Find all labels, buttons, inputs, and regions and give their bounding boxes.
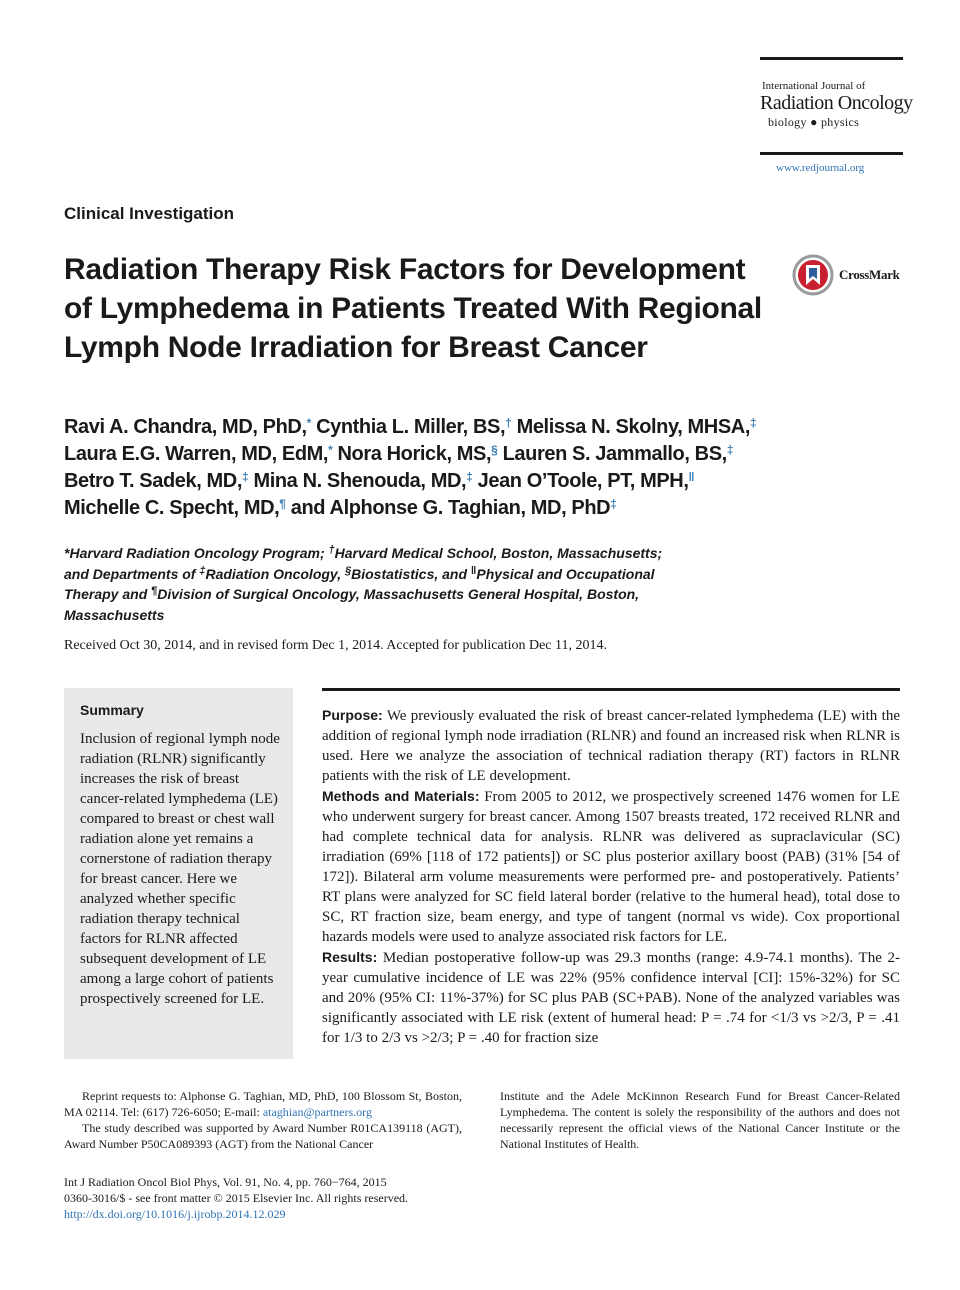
article-title: Radiation Therapy Risk Factors for Development of Lymphedema in Patients Treated With Regional Lymph Node Irradiation for Breast Cancer <box>64 253 762 364</box>
abstract-top-rule <box>322 688 900 691</box>
reprint-request: Reprint requests to: Alphonse G. Taghian, MD, PhD, 100 Blossom St, Boston, MA 02114. Tel: (617) 726-6050; E-mail: ataghian@partners.org <box>64 1089 462 1119</box>
results-label: Results: <box>322 949 378 965</box>
author: Mina N. Shenouda, MD,‡ <box>253 470 473 492</box>
author: Cynthia L. Miller, BS,† <box>316 416 512 438</box>
citation-line: Int J Radiation Oncol Biol Phys, Vol. 91, No. 4, pp. 760−764, 2015 <box>64 1175 387 1189</box>
journal-biology: biology <box>768 115 807 129</box>
summary-text: Inclusion of regional lymph node radiation (RLNR) significantly increases the risk of breast cancer-related lymphedema (LE) compared to breast or chest wall radiation alone yet remains a cornerstone of radiation therapy for breast cancer. Here we analyzed whether specific radiation therapy technical factors for RLNR affected subsequent development of LE among a large cohort of patients prospectively screened for LE. <box>80 731 280 1007</box>
journal-name-line2: Radiation Oncology <box>760 92 913 114</box>
affiliation: Biostatistics, and <box>351 565 468 582</box>
affiliation: Harvard Radiation Oncology Program; <box>69 545 325 561</box>
affiliation-mark: § <box>344 564 352 577</box>
author: Ravi A. Chandra, MD, PhD,* <box>64 416 311 438</box>
crossmark-badge[interactable] <box>792 254 912 296</box>
abstract <box>322 705 900 1061</box>
author: Betro T. Sadek, MD,‡ <box>64 470 249 492</box>
author: Jean O’Toole, PT, MPH,‖ <box>477 470 695 492</box>
masthead-bottom-rule <box>760 152 903 155</box>
affiliation: Division of Surgical Oncology, Massachusetts General Hospital, Boston, Massachusetts <box>64 586 640 623</box>
journal-name-line3 <box>768 115 859 130</box>
doi-link[interactable]: http://dx.doi.org/10.1016/j.ijrobp.2014.12.029 <box>64 1207 286 1221</box>
affiliation-mark: ‡ <box>199 564 206 577</box>
received-dates: Received Oct 30, 2014, and in revised form Dec 1, 2014. Accepted for publication Dec 11, 2014. <box>64 638 607 653</box>
author-list <box>64 414 784 522</box>
abstract-methods: Methods and Materials: From 2005 to 2012, we prospectively screened 1476 women for LE who underwent surgery for breast cancer. Among 1507 breasts treated, 172 received RLNR and had complete technical data for analysis. RLNR was delivered as supraclavicular (SC) irradiation (69% [118 of 172 patients]) or SC plus posterior axillary boost (PAB) (31% [54 of 172]). Bilateral arm volume measurements were performed pre- and postoperatively. Patients’ RT plans were analyzed for SC field lateral border (relative to the humeral head), total dose to SC, RT fraction size, beam energy, and type of tangent (normal vs wide). Cox proportional hazards models were used to analyze associated risk factors for LE. <box>322 788 900 945</box>
crossmark-label: CrossMark <box>839 267 900 282</box>
methods-label: Methods and Materials: <box>322 788 480 804</box>
author: and Alphonse G. Taghian, MD, PhD‡ <box>290 497 617 519</box>
affiliation-mark: ‖ <box>470 564 477 577</box>
crossmark-icon <box>792 254 834 296</box>
bullet-icon: ● <box>810 115 818 129</box>
affiliation-mark: † <box>328 544 335 556</box>
email-link[interactable]: ataghian@partners.org <box>262 1105 372 1119</box>
masthead-top-rule <box>760 57 903 60</box>
author: Laura E.G. Warren, MD, EdM,* <box>64 443 333 465</box>
citation-block <box>64 1174 408 1222</box>
author: Lauren S. Jammallo, BS,‡ <box>502 443 734 465</box>
footnotes-left <box>64 1088 462 1152</box>
affiliations <box>64 543 704 625</box>
copyright-line: 0360-3016/$ - see front matter © 2015 Elsevier Inc. All rights reserved. <box>64 1191 409 1205</box>
purpose-label: Purpose: <box>322 707 383 723</box>
journal-url-link[interactable]: www.redjournal.org <box>776 162 865 174</box>
abstract-results: Results: Median postoperative follow-up was 29.3 months (range: 4.9-74.1 months). The 2-year cumulative incidence of LE was 22% (95% confidence interval [CI]: 15%-32%) for SC and 20% (95% CI: 11%-37%) for SC plus PAB (SC+PAB). None of the analyzed variables was significantly associated with LE risk (extent of humeral head: P = .74 for <1/3 vs >2/3, P = .41 for 1/3 to 2/3 vs >2/3; P = .40 for fraction size <box>322 949 900 1046</box>
affiliation-mark: ¶ <box>151 585 158 597</box>
affiliation: and Departments of <box>64 565 196 582</box>
abstract-purpose: Purpose: We previously evaluated the risk of breast cancer-related lymphedema (LE) with the addition of regional lymph node irradiation (RLNR) and found an increased risk when RLNR is used. Here we analyze the association of technical radiation therapy (RT) factors in RLNR patients with the risk of LE development. <box>322 707 900 784</box>
footnotes-right: Institute and the Adele McKinnon Research Fund for Breast Cancer-Related Lymphedema. The content is solely the responsibility of the authors and does not necessarily represent the official views of the National Cancer Institute or the National Institutes of Health. <box>500 1089 900 1151</box>
author: Nora Horick, MS,§ <box>337 443 498 465</box>
affiliation: Harvard Medical School, Boston, Massachusetts; <box>334 545 663 561</box>
journal-physics: physics <box>820 115 860 129</box>
affiliation: Radiation Oncology, <box>205 565 342 582</box>
section-label: Clinical Investigation <box>64 204 235 223</box>
summary-heading: Summary <box>80 702 144 718</box>
author: Melissa N. Skolny, MHSA,‡ <box>516 416 757 438</box>
affiliation-mark: * <box>64 545 70 561</box>
affiliation: Physical and Occupational Therapy and <box>64 565 655 602</box>
journal-name-line1: International Journal of <box>762 80 866 92</box>
funding-note: The study described was supported by Award Number R01CA139118 (AGT), Award Number P50CA089393 (AGT) from the National Cancer <box>64 1121 462 1151</box>
author: Michelle C. Specht, MD,¶ <box>64 497 286 519</box>
